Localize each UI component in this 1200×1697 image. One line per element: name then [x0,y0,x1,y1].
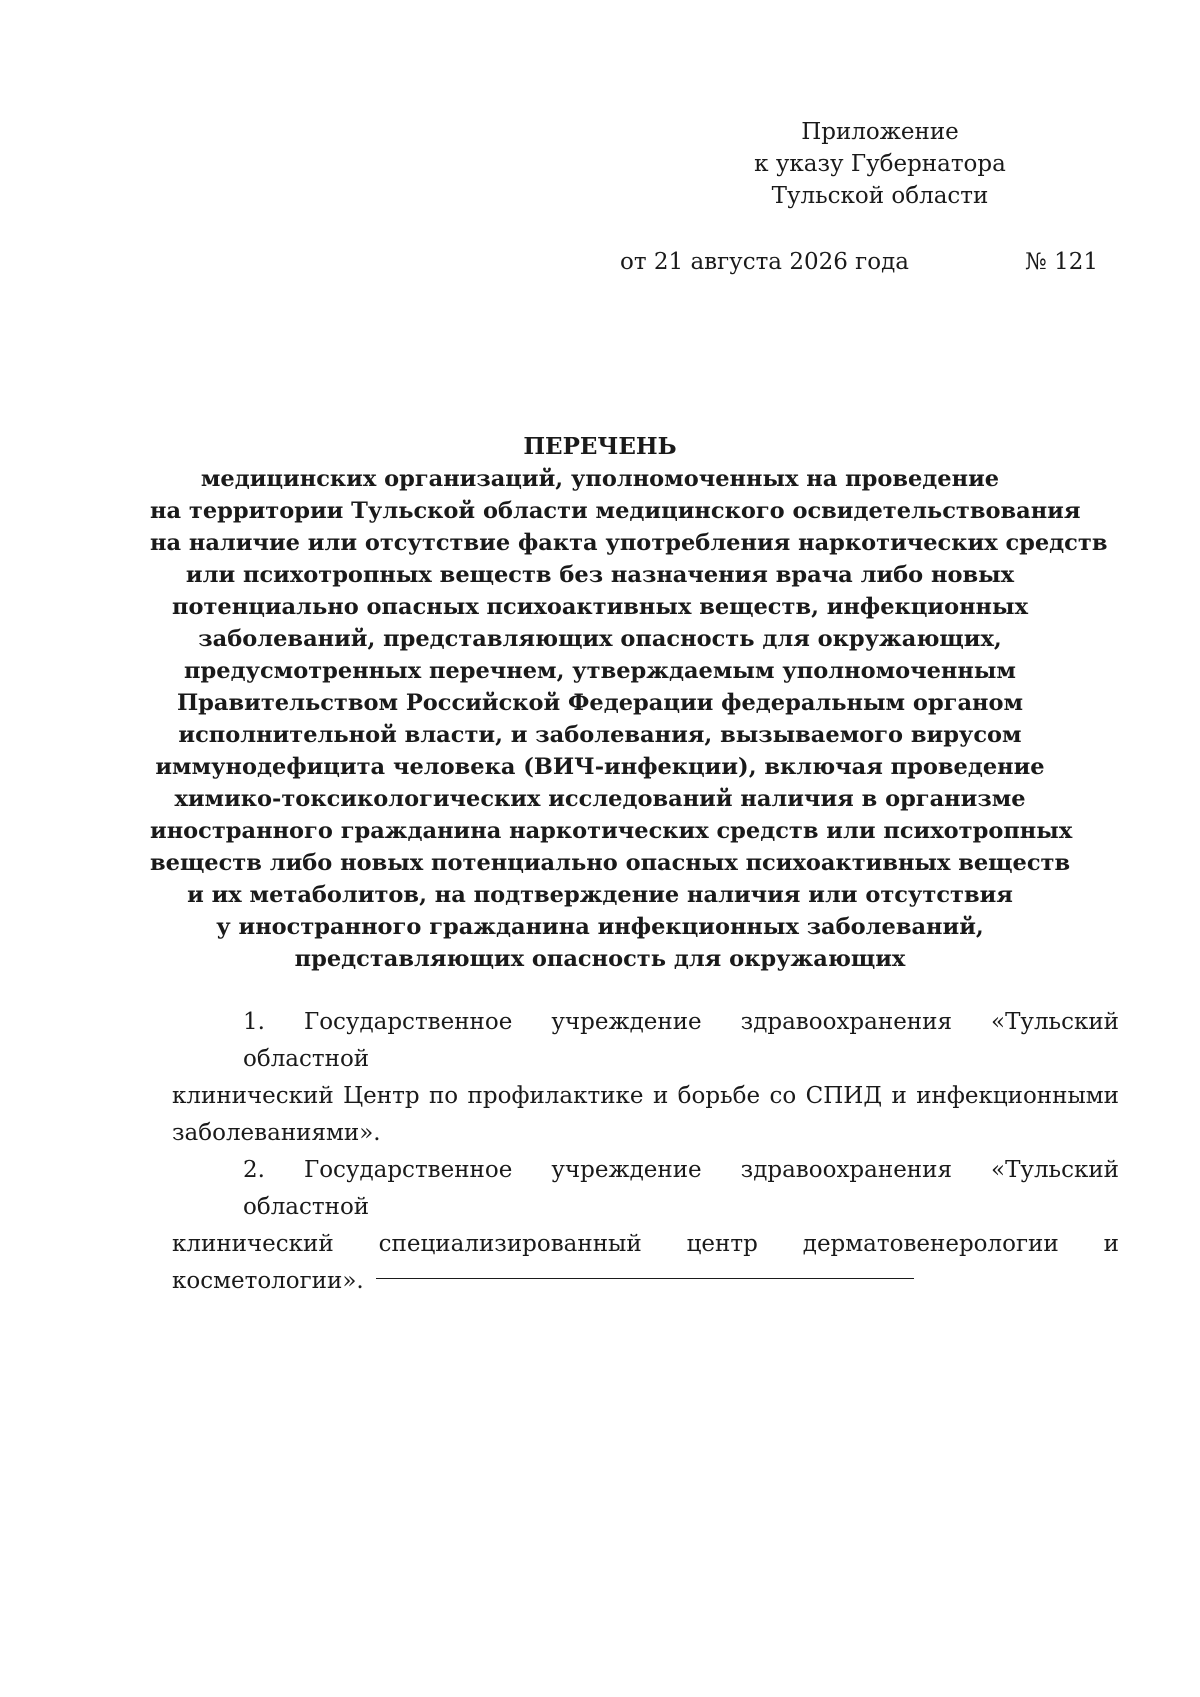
list-item-line: 2. Государственное учреждение здравоохранения «Тульский областной [243,1157,1119,1220]
list-item-line: 1. Государственное учреждение здравоохранения «Тульский областной [243,1009,1119,1072]
title-line: Правительством Российской Федерации федеральным органом [176,690,1024,716]
title-line: потенциально опасных психоактивных веществ, инфекционных [172,594,1028,620]
closing-separator-line [376,1278,914,1279]
title-line: и их метаболитов, на подтверждение наличия или отсутствия [187,882,1013,908]
title-line: медицинских организаций, уполномоченных на проведение [200,466,1000,492]
title-line: на территории Тульской области медицинского освидетельствования [150,498,1081,524]
title-line: предусмотренных перечнем, утверждаемым уполномоченным [184,658,1016,684]
list-item-line: заболеваниями». [172,1120,381,1146]
title-line: представляющих опасность для окружающих [294,946,906,972]
title-line: химико-токсикологических исследований наличия в организме [174,786,1026,812]
title-line: иностранного гражданина наркотических средств или психотропных [150,818,1073,844]
list-item-line: клинический специализированный центр дерматовенерологии и [172,1231,1119,1257]
appendix-line: Тульской области [771,183,989,209]
title-line: заболеваний, представляющих опасность для окружающих, [198,626,1002,652]
title-line: исполнительной власти, и заболевания, вызываемого вирусом [178,722,1022,748]
title-heading: ПЕРЕЧЕНЬ [523,433,677,460]
title-line: веществ либо новых потенциально опасных психоактивных веществ [150,850,1071,876]
document-title [150,431,1108,975]
title-line: иммунодефицита человека (ВИЧ-инфекции), включая проведение [155,754,1045,780]
title-line: у иностранного гражданина инфекционных заболеваний, [216,914,984,940]
title-line: или психотропных веществ без назначения врача либо новых [185,562,1015,588]
list-item [172,1004,1119,1152]
list-item-line: косметологии». [172,1268,364,1294]
decree-date: от 21 августа 2026 года [620,249,909,275]
organization-list [172,1004,1119,1300]
title-line: на наличие или отсутствие факта употребления наркотических средств [150,530,1108,556]
appendix-header [740,116,1020,212]
list-item-line: клинический Центр по профилактике и борьбе со СПИД и инфекционными [172,1083,1119,1109]
appendix-line: к указу Губернатора [754,151,1006,177]
decree-number: № 121 [1025,249,1098,275]
appendix-line: Приложение [801,119,959,145]
